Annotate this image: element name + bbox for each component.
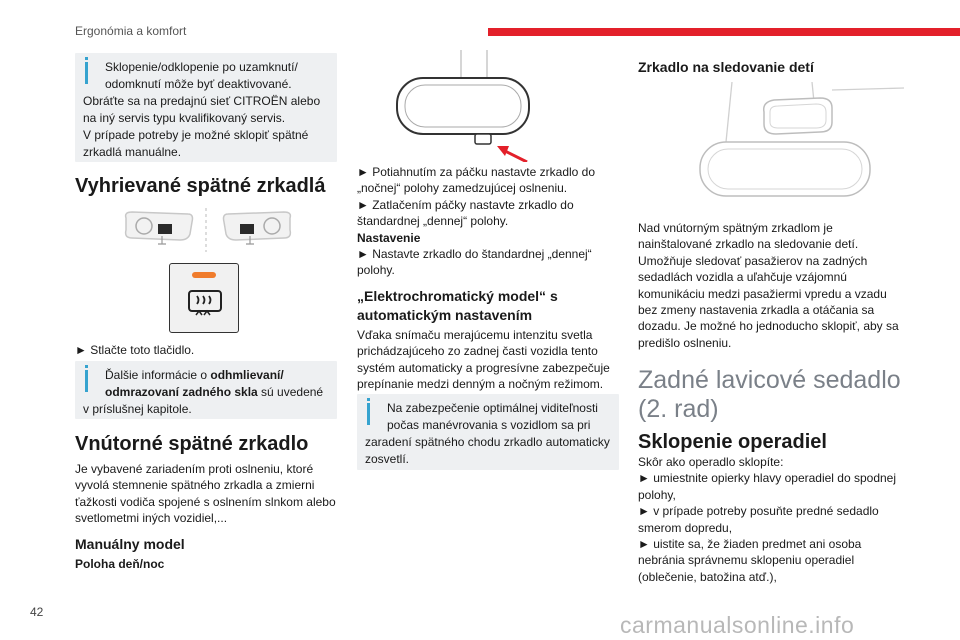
text-line: ► Nastavte zrkadlo do štandardnej „dennej“	[357, 247, 592, 262]
heading-rear-bench	[638, 366, 901, 424]
mirror-steps	[357, 164, 595, 279]
note-line: počas manévrovania s vozidlom sa pri	[387, 418, 591, 432]
rear-defrost-button	[169, 263, 239, 333]
heading-interior-mirror: Vnútorné spätné zrkadlo	[75, 433, 309, 455]
text-line: sedadlách vozidla a uľahčuje vzájomnú	[638, 270, 847, 285]
text-line: (oblečenie, batožina atď.),	[638, 569, 777, 584]
text-line: bez zmeny nastavenia zrkadla a otáčania sa	[638, 303, 875, 318]
note-text: sú uvedené	[257, 385, 324, 399]
info-note-defrost	[75, 361, 337, 419]
note-line: Sklopenie/odklopenie po uzamknutí/	[105, 60, 298, 74]
note-text: Ďalšie informácie o	[105, 368, 211, 382]
note-line: zrkadlá manuálne.	[83, 145, 182, 159]
text-line: štandardnej „dennej“ polohy.	[357, 214, 509, 229]
note-line	[83, 367, 329, 384]
heading-line: „Elektrochromatický model“ s	[357, 288, 558, 304]
text-line: prepínanie medzi denným a nočným režimom.	[357, 377, 604, 392]
heading-line: Zadné lavicové sedadlo	[638, 366, 901, 394]
info-icon	[85, 57, 88, 60]
text-line: ťažkosti vodiča spojené s oslnením slnkom alebo	[75, 494, 336, 509]
note-line: zaradení spätného chodu zrkadlo automaticky	[365, 435, 610, 449]
heading-line: (2. rad)	[638, 395, 719, 423]
text-line: komunikáciu medzi pasažiermi vpredu a vzadu	[638, 286, 887, 301]
text-line: vyvolá stemnenie spätného zrkadla a zmierni	[75, 478, 315, 493]
info-icon-bar	[85, 62, 88, 84]
page-number: 42	[30, 605, 44, 619]
info-icon	[367, 398, 370, 401]
heated-mirrors-illustration	[118, 206, 298, 256]
text-line: polohy.	[357, 263, 395, 278]
text-line: Nad vnútorným spätným zrkadlom je	[638, 221, 833, 235]
note-line	[83, 384, 329, 401]
fold-instructions	[638, 454, 896, 585]
text-line: ► uistite sa, že žiaden predmet ani osoba	[638, 537, 862, 552]
text-line: ► umiestnite opierky hlavy operadiel do spodnej	[638, 471, 897, 486]
text-line: Skôr ako operadlo sklopíte:	[638, 455, 784, 469]
note-line: zosvetlí.	[365, 452, 410, 466]
section-accent-bar	[488, 28, 960, 36]
section-header: Ergonómia a komfort	[75, 24, 187, 38]
button-indicator-led	[192, 272, 216, 278]
text-line: Je vybavené zariadením proti oslneniu, ktoré	[75, 462, 314, 476]
subheading-day-night: Poloha deň/noc	[75, 557, 165, 571]
heading-line: automatickým nastavením	[357, 307, 533, 323]
child-mirror-illustration	[692, 82, 904, 202]
note-line: na iný servis typu kvalifikovaný servis.	[83, 111, 286, 125]
note-link-text: odmrazovaní zadného skla	[105, 385, 258, 399]
text-line: prichádzajúceho zo zadnej časti vozidla tento	[357, 344, 598, 359]
note-link-text: odhmlievaní/	[210, 368, 284, 382]
text-line: smerom dopredu,	[638, 520, 733, 535]
text-line: „nočnej“ polohy zamedzujúcej oslneniu.	[357, 181, 568, 196]
info-note-reverse	[357, 394, 619, 470]
electrochromatic-text	[357, 327, 610, 393]
info-icon-bar	[367, 403, 370, 425]
note-line: v príslušnej kapitole.	[83, 402, 192, 416]
child-mirror-text	[638, 220, 899, 351]
heading-fold-backrests: Sklopenie operadiel	[638, 431, 827, 453]
rear-defrost-icon	[188, 290, 222, 318]
note-line: Obráťte sa na predajnú sieť CITROËN alebo	[83, 94, 321, 108]
note-line: odomknutí môže byť deaktivované.	[105, 77, 292, 91]
press-button-instruction: ► Stlačte toto tlačidlo.	[75, 343, 195, 357]
note-line: V prípade potreby je možné sklopiť spätné	[83, 128, 309, 142]
info-icon-bar	[85, 370, 88, 392]
text-line: polohy,	[638, 487, 676, 502]
text-line: Umožňuje sledovať pasažierov na zadných	[638, 253, 868, 268]
text-line: predišlo oslneniu.	[638, 335, 732, 350]
text-line: nebránia správnemu sklopeniu operadiel	[638, 553, 855, 568]
setting-label: Nastavenie	[357, 230, 421, 245]
info-note-fold	[75, 53, 337, 162]
note-line: Na zabezpečenie optimálnej viditeľnosti	[387, 401, 598, 415]
text-line: nainštalované zrkadlo na sledovanie detí.	[638, 237, 859, 252]
text-line: systém automaticky a progresívne zabezpečuje	[357, 360, 610, 375]
text-line: Vďaka snímaču merajúcemu intenzitu svetla	[357, 328, 593, 342]
text-line: ► v prípade potreby posuňte predné sedadlo	[638, 504, 879, 519]
heading-heated-mirrors: Vyhrievané spätné zrkadlá	[75, 175, 326, 197]
text-line: ► Potiahnutím za páčku nastavte zrkadlo do	[357, 165, 596, 179]
text-line: ► Zatlačením páčky nastavte zrkadlo do	[357, 197, 574, 212]
interior-mirror-illustration	[393, 50, 533, 162]
text-line: dozadu. Je možné ho jednoducho sklopiť, aby sa	[638, 319, 899, 334]
interior-mirror-text	[75, 461, 336, 527]
heading-electrochromatic	[357, 287, 558, 325]
watermark-text: carmanualsonline.info	[620, 612, 855, 638]
info-icon	[85, 365, 88, 368]
text-line: svetlometmi iných vozidiel,...	[75, 511, 228, 526]
heading-child-mirror: Zrkadlo na sledovanie detí	[638, 59, 814, 75]
heading-manual-model: Manuálny model	[75, 536, 185, 552]
